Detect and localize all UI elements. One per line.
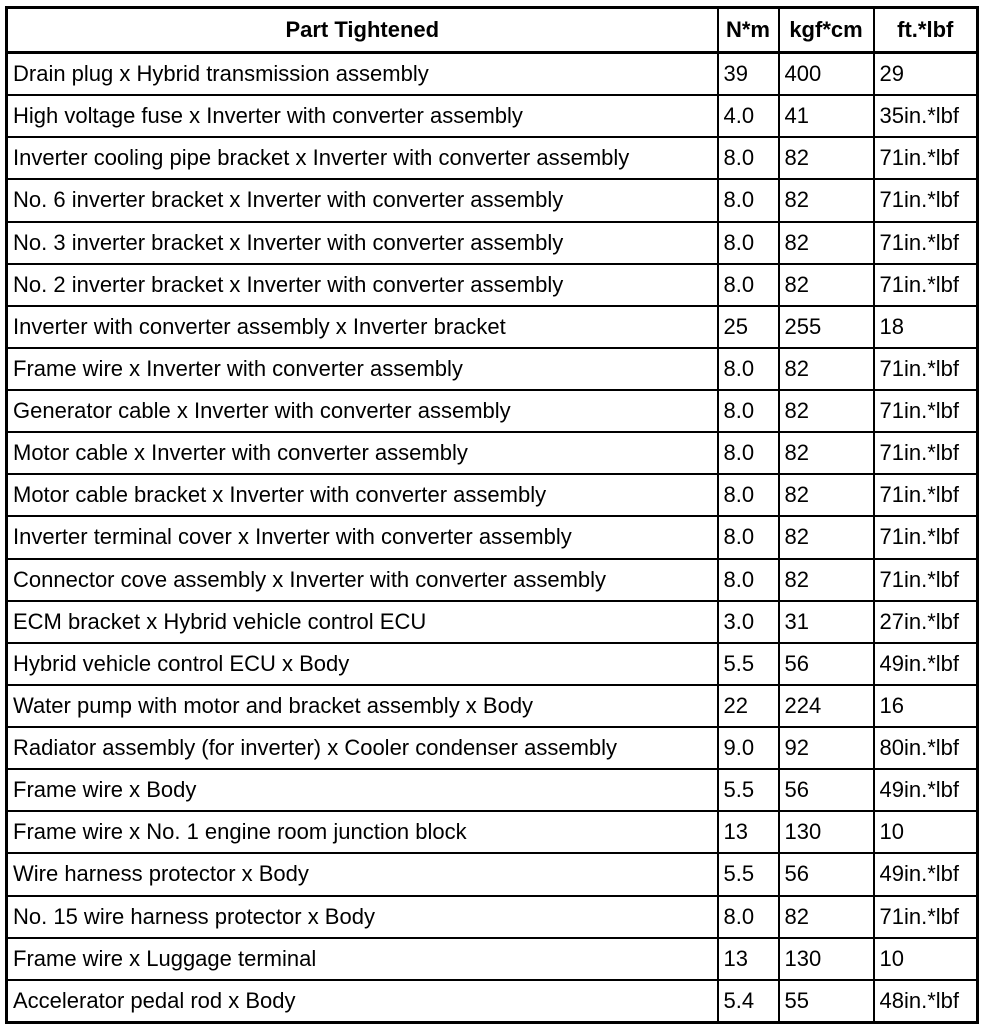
ftlbf-cell: 49in.*lbf — [874, 643, 978, 685]
kgfcm-cell: 92 — [779, 727, 874, 769]
ftlbf-cell: 71in.*lbf — [874, 896, 978, 938]
ftlbf-cell: 71in.*lbf — [874, 222, 978, 264]
ftlbf-cell: 71in.*lbf — [874, 516, 978, 558]
table-row — [7, 769, 978, 811]
ftlbf-cell: 49in.*lbf — [874, 769, 978, 811]
table-row — [7, 179, 978, 221]
ftlbf-cell: 71in.*lbf — [874, 264, 978, 306]
nm-cell: 22 — [718, 685, 779, 727]
ftlbf-cell: 27in.*lbf — [874, 601, 978, 643]
nm-cell: 3.0 — [718, 601, 779, 643]
kgfcm-cell: 82 — [779, 179, 874, 221]
part-tightened-cell: ECM bracket x Hybrid vehicle control ECU — [7, 601, 718, 643]
ftlbf-cell: 49in.*lbf — [874, 853, 978, 895]
ftlbf-cell: 16 — [874, 685, 978, 727]
kgfcm-cell: 41 — [779, 95, 874, 137]
nm-cell: 8.0 — [718, 390, 779, 432]
nm-cell: 8.0 — [718, 348, 779, 390]
table-row — [7, 853, 978, 895]
table-row — [7, 727, 978, 769]
table-row — [7, 685, 978, 727]
part-tightened-cell: Drain plug x Hybrid transmission assembly — [7, 53, 718, 96]
table-row — [7, 264, 978, 306]
ftlbf-cell: 71in.*lbf — [874, 559, 978, 601]
ftlbf-cell: 71in.*lbf — [874, 348, 978, 390]
table-row — [7, 474, 978, 516]
part-tightened-cell: No. 2 inverter bracket x Inverter with converter assembly — [7, 264, 718, 306]
kgfcm-cell: 82 — [779, 516, 874, 558]
part-tightened-cell: Accelerator pedal rod x Body — [7, 980, 718, 1023]
part-tightened-cell: Wire harness protector x Body — [7, 853, 718, 895]
kgfcm-cell: 82 — [779, 559, 874, 601]
table-row — [7, 643, 978, 685]
ftlbf-cell: 71in.*lbf — [874, 390, 978, 432]
table-body — [7, 53, 978, 1023]
nm-cell: 13 — [718, 938, 779, 980]
table-row — [7, 601, 978, 643]
kgfcm-cell: 56 — [779, 853, 874, 895]
nm-cell: 8.0 — [718, 516, 779, 558]
nm-cell: 5.5 — [718, 643, 779, 685]
table-row — [7, 306, 978, 348]
kgfcm-cell: 224 — [779, 685, 874, 727]
ftlbf-cell: 10 — [874, 938, 978, 980]
table-row — [7, 95, 978, 137]
table-row — [7, 137, 978, 179]
table-row — [7, 432, 978, 474]
kgfcm-cell: 82 — [779, 390, 874, 432]
ftlbf-cell: 29 — [874, 53, 978, 96]
nm-cell: 8.0 — [718, 264, 779, 306]
table-row — [7, 53, 978, 96]
part-tightened-cell: Generator cable x Inverter with converter assembly — [7, 390, 718, 432]
part-tightened-cell: Water pump with motor and bracket assembly x Body — [7, 685, 718, 727]
nm-cell: 13 — [718, 811, 779, 853]
nm-cell: 5.5 — [718, 769, 779, 811]
kgfcm-cell: 130 — [779, 938, 874, 980]
table-row — [7, 980, 978, 1023]
table-row — [7, 348, 978, 390]
part-tightened-cell: High voltage fuse x Inverter with converter assembly — [7, 95, 718, 137]
part-tightened-cell: No. 3 inverter bracket x Inverter with converter assembly — [7, 222, 718, 264]
part-tightened-cell: Inverter cooling pipe bracket x Inverter with converter assembly — [7, 137, 718, 179]
ftlbf-cell: 10 — [874, 811, 978, 853]
part-tightened-cell: Hybrid vehicle control ECU x Body — [7, 643, 718, 685]
ftlbf-cell: 71in.*lbf — [874, 179, 978, 221]
nm-cell: 8.0 — [718, 222, 779, 264]
ftlbf-cell: 71in.*lbf — [874, 474, 978, 516]
nm-cell: 8.0 — [718, 474, 779, 516]
part-tightened-cell: No. 15 wire harness protector x Body — [7, 896, 718, 938]
ftlbf-cell: 18 — [874, 306, 978, 348]
kgfcm-cell: 400 — [779, 53, 874, 96]
nm-cell: 5.4 — [718, 980, 779, 1023]
kgfcm-cell: 130 — [779, 811, 874, 853]
nm-cell: 8.0 — [718, 137, 779, 179]
part-tightened-cell: Frame wire x Luggage terminal — [7, 938, 718, 980]
nm-cell: 4.0 — [718, 95, 779, 137]
kgfcm-cell: 56 — [779, 643, 874, 685]
table-row — [7, 938, 978, 980]
part-tightened-cell: Frame wire x No. 1 engine room junction block — [7, 811, 718, 853]
table-row — [7, 516, 978, 558]
nm-cell: 9.0 — [718, 727, 779, 769]
kgfcm-cell: 55 — [779, 980, 874, 1023]
nm-cell: 8.0 — [718, 179, 779, 221]
header-kgfcm: kgf*cm — [779, 8, 874, 53]
table-row — [7, 390, 978, 432]
kgfcm-cell: 82 — [779, 432, 874, 474]
kgfcm-cell: 82 — [779, 896, 874, 938]
kgfcm-cell: 31 — [779, 601, 874, 643]
part-tightened-cell: Inverter terminal cover x Inverter with converter assembly — [7, 516, 718, 558]
nm-cell: 5.5 — [718, 853, 779, 895]
part-tightened-cell: Frame wire x Body — [7, 769, 718, 811]
nm-cell: 8.0 — [718, 559, 779, 601]
part-tightened-cell: Motor cable bracket x Inverter with converter assembly — [7, 474, 718, 516]
nm-cell: 8.0 — [718, 896, 779, 938]
part-tightened-cell: Frame wire x Inverter with converter assembly — [7, 348, 718, 390]
header-row — [7, 8, 978, 53]
kgfcm-cell: 82 — [779, 137, 874, 179]
ftlbf-cell: 48in.*lbf — [874, 980, 978, 1023]
table-row — [7, 811, 978, 853]
header-part-tightened: Part Tightened — [7, 8, 718, 53]
kgfcm-cell: 255 — [779, 306, 874, 348]
table-row — [7, 896, 978, 938]
torque-specification-table — [5, 6, 979, 1024]
part-tightened-cell: Inverter with converter assembly x Inverter bracket — [7, 306, 718, 348]
ftlbf-cell: 71in.*lbf — [874, 432, 978, 474]
part-tightened-cell: Motor cable x Inverter with converter assembly — [7, 432, 718, 474]
kgfcm-cell: 82 — [779, 474, 874, 516]
header-nm: N*m — [718, 8, 779, 53]
part-tightened-cell: Radiator assembly (for inverter) x Cooler condenser assembly — [7, 727, 718, 769]
part-tightened-cell: Connector cove assembly x Inverter with converter assembly — [7, 559, 718, 601]
ftlbf-cell: 80in.*lbf — [874, 727, 978, 769]
kgfcm-cell: 82 — [779, 264, 874, 306]
header-ftlbf: ft.*lbf — [874, 8, 978, 53]
table-row — [7, 559, 978, 601]
ftlbf-cell: 35in.*lbf — [874, 95, 978, 137]
kgfcm-cell: 56 — [779, 769, 874, 811]
ftlbf-cell: 71in.*lbf — [874, 137, 978, 179]
nm-cell: 39 — [718, 53, 779, 96]
nm-cell: 8.0 — [718, 432, 779, 474]
part-tightened-cell: No. 6 inverter bracket x Inverter with converter assembly — [7, 179, 718, 221]
kgfcm-cell: 82 — [779, 348, 874, 390]
nm-cell: 25 — [718, 306, 779, 348]
table-row — [7, 222, 978, 264]
kgfcm-cell: 82 — [779, 222, 874, 264]
